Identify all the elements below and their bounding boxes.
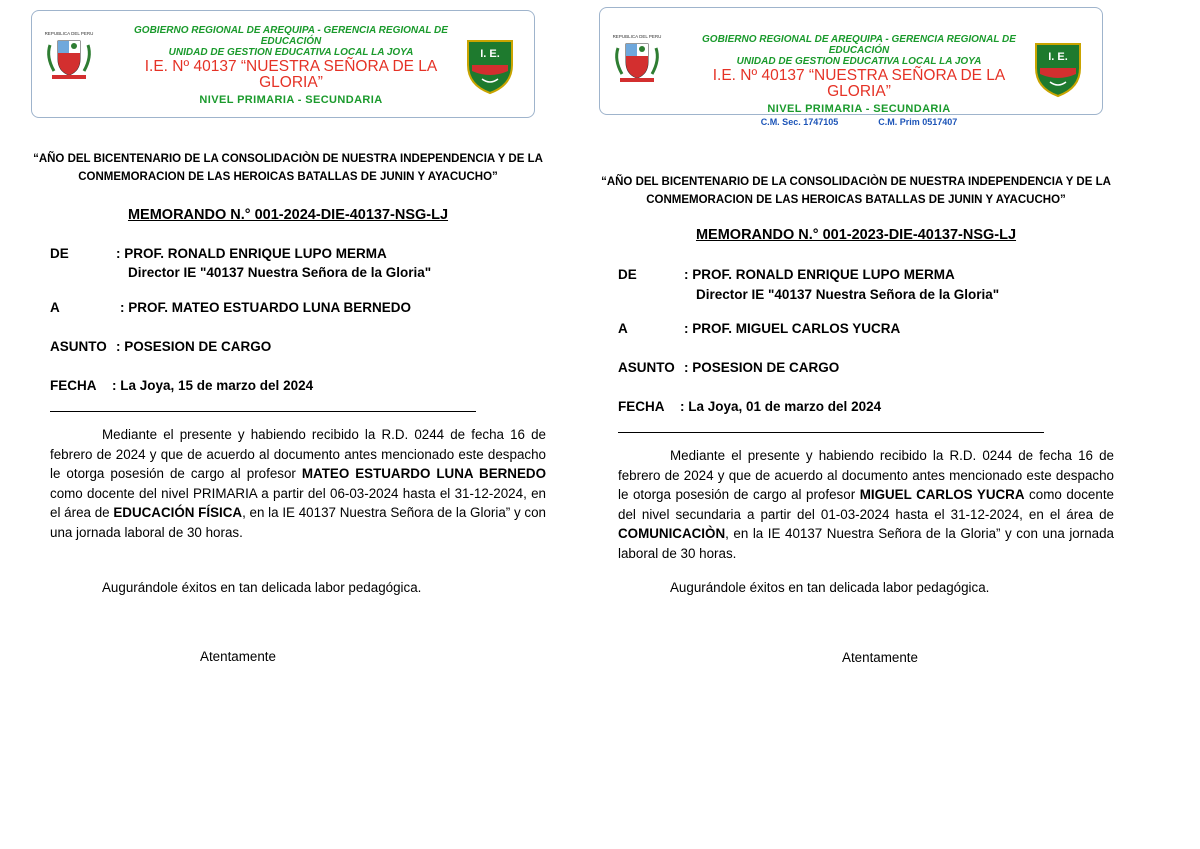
- fecha-value: : La Joya, 01 de marzo del 2024: [680, 399, 882, 414]
- memo-title: MEMORANDO N.° 001-2023-DIE-40137-NSG-LJ: [695, 227, 1017, 243]
- divider: [618, 432, 1044, 433]
- svg-text:I. E.: I. E.: [480, 48, 500, 60]
- body-text-1: Mediante el presente y habiendo recibido la R.D. 0244 de fecha 16 de febrero de 2024 y que de acuerdo al documento antes mencionado este despacho le otorga posesión de cargo al profesor: [50, 427, 546, 481]
- asunto-label: ASUNTO: [50, 339, 107, 354]
- letterhead-text: [694, 34, 1024, 127]
- svg-text:I. E.: I. E.: [1048, 51, 1068, 63]
- svg-text:REPUBLICA DEL PERU: REPUBLICA DEL PERU: [44, 31, 94, 36]
- asunto-value: : POSESION DE CARGO: [684, 360, 840, 375]
- school-shield-icon: [464, 35, 516, 95]
- field-de: [50, 246, 387, 261]
- year-slogan: “AÑO DEL BICENTENARIO DE LA CONSOLIDACIÒN DE NUESTRA INDEPENDENCIA Y DE LA CONMEMORACION DE LAS HEROICAS BATALLAS DE JUNIN Y AYACUCHO”: [601, 176, 1111, 206]
- body-text-2: como docente del nivel PRIMARIA a partir del 06-03-2024 hasta el 31-12-2024, en el área de: [50, 485, 546, 520]
- de-label: DE: [618, 267, 637, 282]
- year-slogan: “AÑO DEL BICENTENARIO DE LA CONSOLIDACIÒN DE NUESTRA INDEPENDENCIA Y DE LA CONMEMORACION DE LAS HEROICAS BATALLAS DE JUNIN Y AYACUCHO”: [33, 153, 543, 183]
- school-name: I.E. Nº 40137 “NUESTRA SEÑORA DE LA GLORIA”: [712, 67, 1006, 100]
- fecha-label: FECHA: [50, 378, 97, 393]
- peru-coat-of-arms-icon: [44, 27, 94, 83]
- a-value: : PROF. MIGUEL CARLOS YUCRA: [684, 321, 901, 336]
- fecha-label: FECHA: [618, 399, 665, 414]
- memo-body: [618, 446, 1114, 563]
- subject-area: EDUCACIÓN FÍSICA: [113, 505, 243, 520]
- signature-line: Atentamente: [842, 650, 918, 665]
- letterhead-line3: UNIDAD DE GESTION EDUCATIVA LOCAL LA JOYA: [736, 56, 982, 67]
- svg-text:REPUBLICA DEL PERU: REPUBLICA DEL PERU: [612, 34, 662, 39]
- letterhead-text: [126, 25, 456, 106]
- school-level: NIVEL PRIMARIA - SECUNDARIA: [199, 94, 383, 106]
- de-role: Director IE "40137 Nuestra Señora de la Gloria": [128, 265, 432, 280]
- field-asunto: [50, 339, 271, 354]
- fecha-value: : La Joya, 15 de marzo del 2024: [112, 378, 314, 393]
- letterhead-line3: UNIDAD DE GESTION EDUCATIVA LOCAL LA JOYA: [168, 47, 414, 58]
- field-fecha: [50, 378, 313, 393]
- subject-area: COMUNICACIÒN: [618, 526, 726, 541]
- peru-coat-of-arms-icon: [612, 30, 662, 86]
- memo-title: MEMORANDO N.° 001-2024-DIE-40137-NSG-LJ: [127, 207, 449, 223]
- divider: [50, 411, 476, 412]
- letterhead: [599, 7, 1103, 127]
- closing-line: Augurándole éxitos en tan delicada labor pedagógica.: [102, 580, 422, 595]
- school-level: NIVEL PRIMARIA - SECUNDARIA: [767, 103, 951, 115]
- asunto-value: : POSESION DE CARGO: [116, 339, 272, 354]
- body-text-2: como docente del nivel secundaria a partir del 01-03-2024 hasta el 31-12-2024, en el área de: [618, 487, 1114, 522]
- body-text-3: , en la IE 40137 Nuestra Señora de la Gloria” y con una jornada laboral de 30 horas.: [50, 505, 547, 540]
- letterhead-line1: GOBIERNO REGIONAL DE AREQUIPA - GERENCIA REGIONAL DE: [134, 25, 448, 36]
- teacher-name: MATEO ESTUARDO LUNA BERNEDO: [301, 466, 546, 481]
- a-label: A: [50, 300, 60, 315]
- a-value: : PROF. MATEO ESTUARDO LUNA BERNEDO: [120, 300, 412, 315]
- body-text-3: , en la IE 40137 Nuestra Señora de la Gloria” y con una jornada laboral de 30 horas.: [618, 526, 1114, 561]
- teacher-name: MIGUEL CARLOS YUCRA: [859, 487, 1025, 502]
- closing-line: Augurándole éxitos en tan delicada labor pedagógica.: [670, 580, 990, 595]
- a-label: A: [618, 321, 628, 336]
- school-codes: C.M. Sec. 1747105 C.M. Prim 0517407: [760, 117, 958, 127]
- field-a: [50, 300, 411, 315]
- field-fecha: [618, 399, 881, 414]
- signature-line: Atentamente: [200, 649, 276, 664]
- letterhead-line1: GOBIERNO REGIONAL DE AREQUIPA - GERENCIA REGIONAL DE EDUCACIÓN: [702, 34, 1016, 56]
- asunto-label: ASUNTO: [618, 360, 675, 375]
- letterhead: [31, 10, 535, 118]
- de-role: Director IE "40137 Nuestra Señora de la Gloria": [696, 287, 1000, 302]
- memo-body: [50, 425, 546, 542]
- school-name: I.E. Nº 40137 “NUESTRA SEÑORA DE LA GLORIA”: [144, 58, 438, 91]
- de-value: : PROF. RONALD ENRIQUE LUPO MERMA: [116, 246, 387, 261]
- field-de: [618, 267, 955, 282]
- de-value: : PROF. RONALD ENRIQUE LUPO MERMA: [684, 267, 955, 282]
- de-label: DE: [50, 246, 69, 261]
- body-text-1: Mediante el presente y habiendo recibido la R.D. 0244 de fecha 16 de febrero de 2024 y que de acuerdo al documento antes mencionado este despacho le otorga posesión de cargo al profesor: [618, 448, 1114, 502]
- field-asunto: [618, 360, 839, 375]
- school-shield-icon: [1032, 38, 1084, 98]
- field-a: [618, 321, 900, 336]
- letterhead-line2: EDUCACIÓN: [260, 36, 322, 47]
